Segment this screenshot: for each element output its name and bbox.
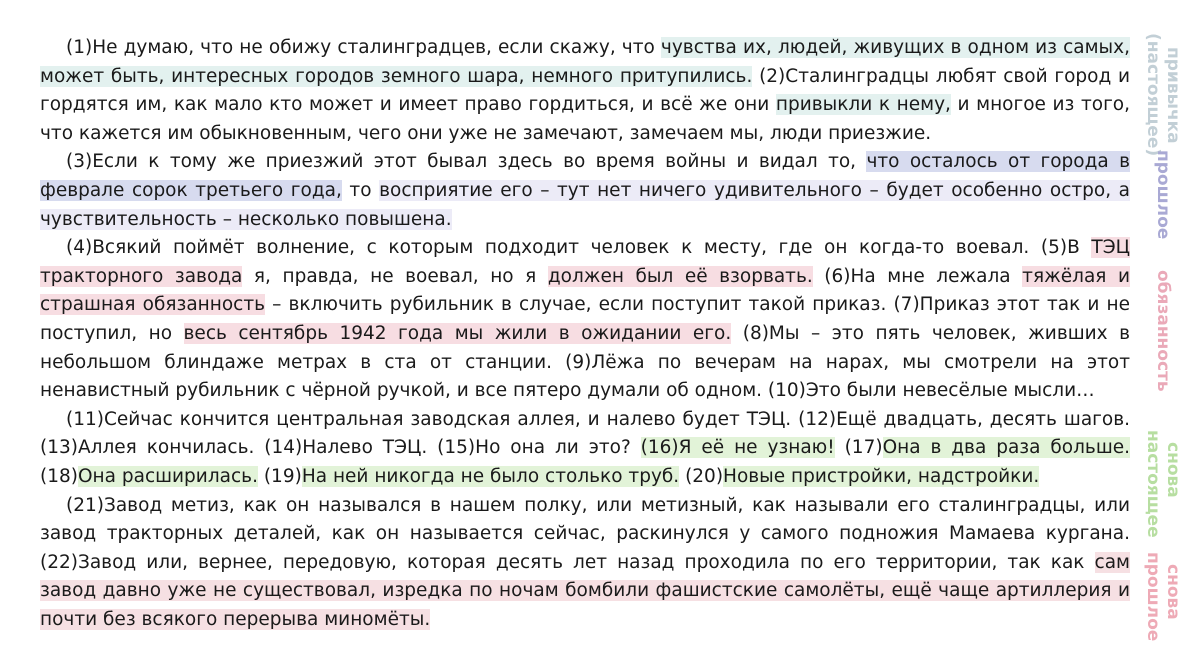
- label-habit-line2: (настоящее): [1143, 33, 1163, 157]
- highlight-duty: ТЭЦ тракторного завода: [40, 237, 1130, 287]
- text-segment: (4)Всякий поймёт волнение, с которым подходит человек к месту, где он когда-то воевал. (5)В: [66, 237, 1092, 259]
- label-again-past-line1: снова: [1163, 564, 1183, 620]
- label-again-present-line1: снова: [1163, 442, 1183, 498]
- highlight-past-again: сам завод давно уже не существовал, изредка по ночам бомбили фашистские самолёты, ещё чаще артиллерия и почти без всякого перерыва миномёты.: [40, 551, 1130, 630]
- highlight-duty: должен был её взорвать.: [547, 265, 813, 287]
- text-segment: и многое из того, что кажется им обыкновенным, чего они уже не замечают, замечаем мы, люди приезжие.: [40, 94, 1130, 144]
- text-segment: (19): [257, 465, 302, 487]
- text-segment: я, правда, не воевал, но я: [242, 265, 548, 287]
- label-duty-line1: обязанность: [1153, 270, 1173, 392]
- highlight-present: Она расширилась.: [77, 465, 258, 487]
- highlight-present: На ней никогда не было столько труб.: [301, 465, 680, 487]
- highlight-perception: восприятие его – тут нет ничего удивительного – будет особенно остро, а чувствительность – несколько повышена.: [40, 179, 1130, 230]
- label-again-past-line2: прошлое: [1143, 552, 1163, 642]
- label-again-past: [1143, 552, 1183, 642]
- highlight-present: Новые пристройки, надстройки.: [723, 465, 1040, 487]
- label-duty: [1153, 270, 1173, 390]
- text-segment: (18): [40, 465, 78, 487]
- text-segment: (17): [834, 437, 883, 459]
- highlight-duty: тяжёлая и страшная обязанность: [40, 265, 1130, 316]
- label-habit: [1143, 30, 1183, 160]
- highlight-habit: привыкли к нему,: [775, 94, 951, 116]
- highlight-present: (16)Я её не узнаю!: [640, 437, 835, 459]
- text-segment: (11)Сейчас кончится центральная заводская аллея, и налево будет ТЭЦ. (12)Ещё двадцать, десять шагов. (13)Аллея кончилась. (14)Налево ТЭЦ. (15)Но она ли это?: [40, 408, 1130, 459]
- paragraph-1: [40, 34, 1130, 148]
- paragraph-4: [40, 406, 1130, 492]
- highlight-present: Она в два раза больше.: [882, 437, 1131, 459]
- text-segment: то: [341, 179, 380, 201]
- label-again-present: [1143, 430, 1183, 538]
- label-past-line1: прошлое: [1153, 150, 1173, 240]
- paragraph-5: [40, 492, 1130, 635]
- text-body: [40, 34, 1130, 634]
- label-habit-line1: привычка: [1163, 46, 1183, 144]
- paragraph-3: [40, 234, 1130, 406]
- label-past: [1153, 150, 1173, 240]
- highlight-past: что осталось от города в феврале сорок третьего года,: [40, 151, 1130, 201]
- highlight-duty: весь сентябрь 1942 года мы жили в ожидании его.: [183, 322, 732, 344]
- text-segment: – включить рубильник в случае, если поступит такой приказ. (7)Приказ этот так и не поступил, но: [40, 294, 1130, 344]
- text-segment: (1)Не думаю, что не обижу сталинградцев, если скажу, что: [66, 37, 661, 58]
- highlight-habit: чувства их, людей, живущих в одном из самых, может быть, интересных городов земного шара, немного притупились.: [40, 37, 1130, 87]
- label-again-present-line2: настоящее: [1143, 430, 1163, 538]
- text-segment: (6)На мне лежала: [812, 265, 1023, 287]
- text-segment: (2)Сталинградцы любят свой город и гордятся им, как мало кто может и имеет право гордиться, и всё же они: [40, 65, 1130, 116]
- text-segment: (21)Завод метиз, как он назывался в нашем полку, или метизный, как называли его сталинградцы, или завод тракторных деталей, как он называется сейчас, раскинулся у самого подножия Мамаева кургана. (22)Завод или, вернее, передовую, которая десять лет назад проходила по его территории, так как: [40, 494, 1130, 573]
- text-segment: (20): [679, 465, 724, 487]
- text-segment: (8)Мы – это пять человек, живших в небольшом блиндаже метрах в ста от станции. (9)Лёжа по вечерам на нарах, мы смотрели на этот ненавистный рубильник с чёрной ручкой, и все пятеро думали об одном. (10)Это были невесёлые мысли…: [40, 322, 1131, 402]
- text-segment: (3)Если к тому же приезжий этот бывал здесь во время войны и видал то,: [66, 151, 867, 173]
- paragraph-2: [40, 148, 1130, 234]
